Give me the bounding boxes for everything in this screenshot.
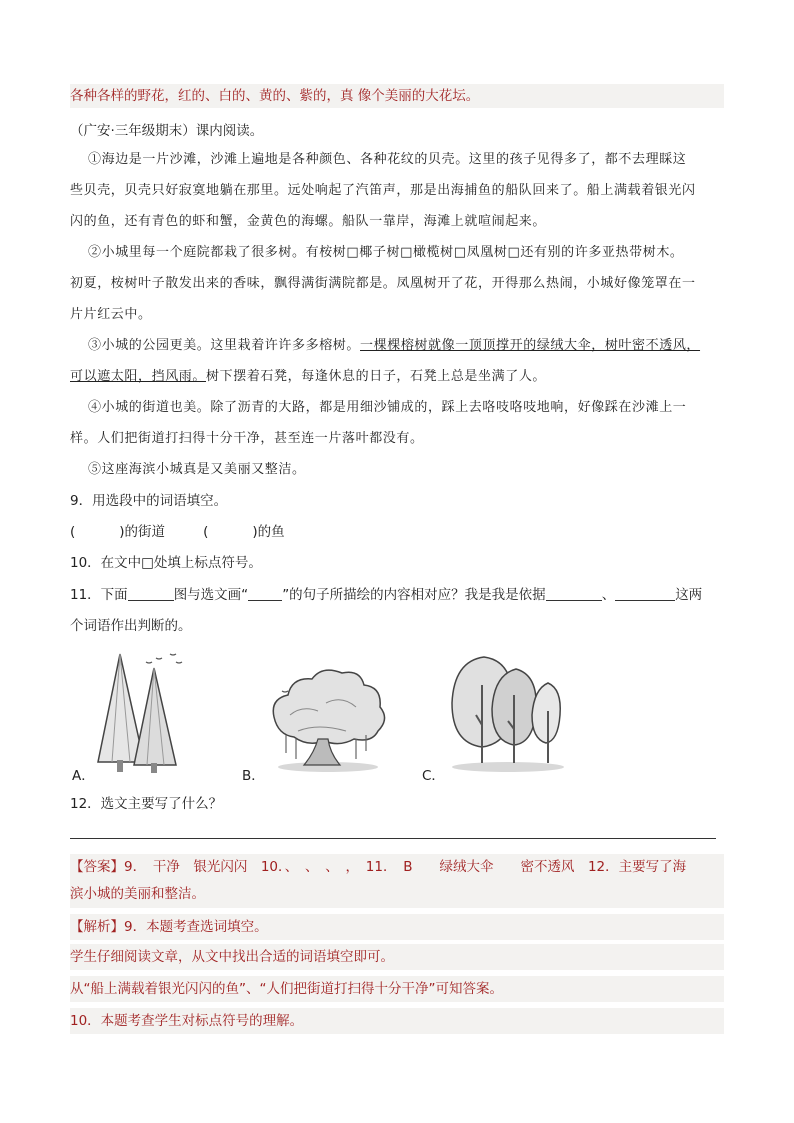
- passage-p3-l1-plain: ③小城的公园更美。这里栽着许许多多榕树。: [88, 338, 361, 353]
- passage-p1-l1: ①海边是一片沙滩，沙滩上遍地是各种颜色、各种花纹的贝壳。这里的孩子见得多了，都不去理睬这: [88, 152, 687, 167]
- q11-blank-mark[interactable]: [248, 586, 282, 601]
- analysis-line-4: 10．本题考查学生对标点符号的理解。: [70, 1008, 724, 1034]
- round-trees-picture: [448, 655, 568, 773]
- question-12: 12．选文主要写了什么？: [70, 796, 223, 812]
- question-9-blanks: ( )的街道 ( )的鱼: [70, 524, 285, 540]
- question-11-l2: 个词语作出判断的。: [70, 618, 192, 634]
- passage-p2-l2: 初夏，桉树叶子散发出来的香味，飘得满街满院都是。凤凰树开了花，开得那么热闹，小城好像笼罩在一: [70, 276, 696, 291]
- analysis-line-3: 从“船上满载着银光闪闪的鱼”、“人们把街道打扫得十分干净”可知答案。: [70, 976, 724, 1002]
- underlined-sentence-part1: 一棵棵榕树就像一顶顶撑开的绿绒大伞，树叶密不透风，: [360, 338, 701, 353]
- underlined-sentence-part2: 可以遮太阳，挡风雨。: [70, 369, 207, 384]
- answer-line: [70, 838, 716, 839]
- answer-line-1: 【答案】9． 干净 银光闪闪 10．、 、 、 ， 11． B 绿绒大伞 密不透风 12．主要写了海: [70, 854, 724, 880]
- q11-blank-word1[interactable]: [546, 586, 602, 601]
- question-10: 10．在文中□处填上标点符号。: [70, 555, 262, 571]
- source-line: （广安·三年级期末）课内阅读。: [70, 123, 264, 139]
- passage-p3-l1: [88, 336, 742, 356]
- passage-p1-l3: 闪的鱼，还有青色的虾和蟹，金黄色的海螺。船队一靠岸，海滩上就喧闹起来。: [70, 214, 547, 229]
- option-c-label: C．: [422, 768, 445, 784]
- option-a-label: A．: [72, 768, 95, 784]
- passage-p3-l2-plain: 树下摆着石凳，每逢休息的日子，石凳上总是坐满了人。: [206, 369, 547, 384]
- question-9: 9．用选段中的词语填空。: [70, 493, 228, 509]
- option-b-label: B．: [242, 768, 265, 784]
- passage-p5: ⑤这座海滨小城真是又美丽又整洁。: [88, 462, 306, 477]
- q11-blank-word2[interactable]: [615, 586, 675, 601]
- passage-p2-l1: ②小城里每一个庭院都栽了很多树。有桉树□椰子树□橄榄树□凤凰树□还有别的许多亚热带树木。: [88, 245, 684, 260]
- passage-p3-l2: [70, 367, 724, 387]
- passage-p2-l3: 片片红云中。: [70, 307, 152, 322]
- passage-p1-l2: 些贝壳，贝壳只好寂寞地躺在那里。远处响起了汽笛声，那是出海捕鱼的船队回来了。船上满载着银光闪: [70, 183, 696, 198]
- analysis-line-1: 【解析】9．本题考查选词填空。: [70, 914, 724, 940]
- question-11: 11．下面 图与选文画“ ”的句子所描绘的内容相对应？我是我是依据 、 这两: [70, 587, 703, 603]
- analysis-tag: 【解析】: [70, 919, 124, 935]
- top-line: 各种各样的野花，红的、白的、黄的、紫的，真 像个美丽的大花坛。: [70, 84, 724, 108]
- banyan-tree-picture: [268, 655, 386, 773]
- answer-tag: 【答案】: [70, 859, 124, 875]
- answer-line-2: 滨小城的美丽和整洁。: [70, 880, 724, 908]
- analysis-line-2: 学生仔细阅读文章，从文中找出合适的词语填空即可。: [70, 944, 724, 970]
- passage-p4-l2: 样。人们把街道打扫得十分干净，甚至连一片落叶都没有。: [70, 431, 424, 446]
- poplar-trees-picture: [92, 650, 197, 775]
- passage-p4-l1: ④小城的街道也美。除了沥青的大路，都是用细沙铺成的，踩上去咯吱咯吱地响，好像踩在沙滩上一: [88, 400, 687, 415]
- q11-blank-picture[interactable]: [128, 586, 174, 601]
